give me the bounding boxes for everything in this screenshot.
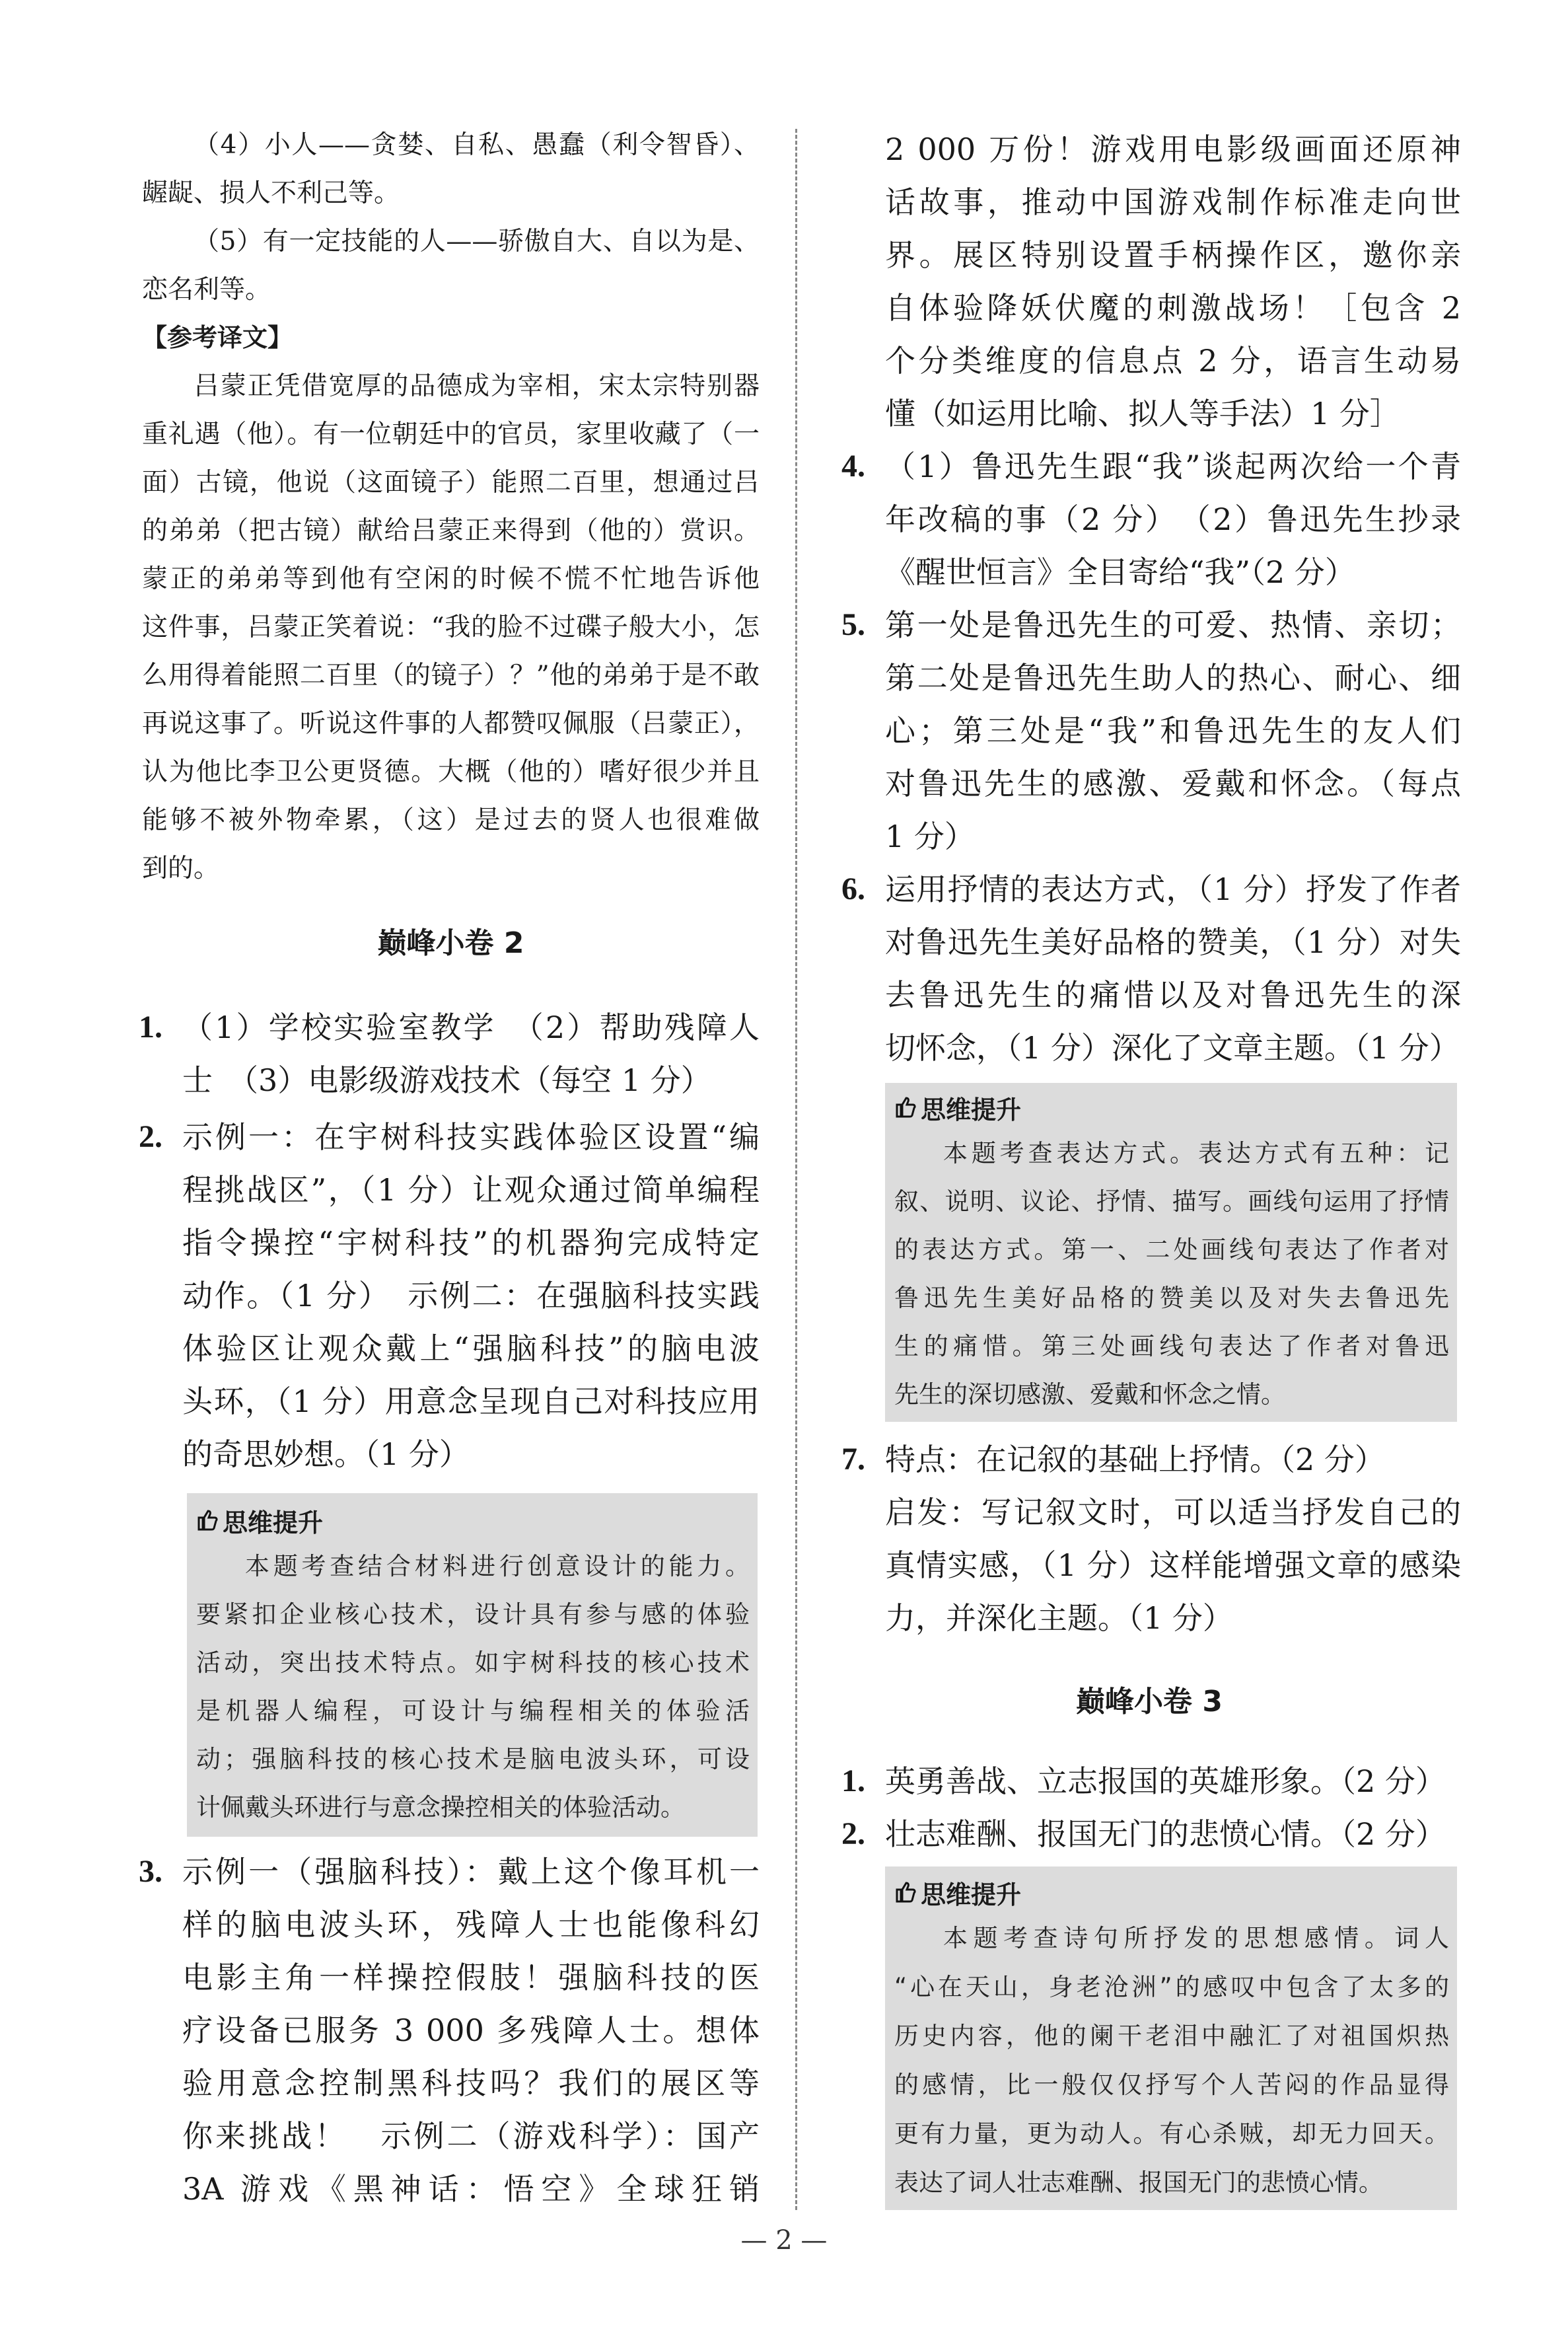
text-line: “心在天山，身老沧洲”的感叹中包含了太多的 (894, 1973, 1449, 2001)
text-line: 心；第三处是“我”和鲁迅先生的友人们 (885, 713, 1461, 749)
text-line: 吕蒙正凭借宽厚的品德成为宰相，宋太宗特别器 (194, 371, 760, 401)
text-line: （1）学校实验室教学 （2）帮助残障人 (182, 1010, 760, 1045)
section-heading-3: 巅峰小卷 3 (1076, 1685, 1223, 1718)
text-line: 面）古镜，他说（这面镜子）能照二百里，想通过吕 (142, 468, 760, 498)
text-line: 程挑战区”，（1 分）让观众通过简单编程 (182, 1172, 760, 1208)
thumbs-up-hand-icon (894, 1880, 917, 1904)
text-line: 对鲁迅先生的感激、爱戴和怀念。（每点 (885, 766, 1461, 801)
thinking-tip-box (885, 1866, 1457, 2210)
text-line: 样的脑电波头环，残障人士也能像科幻 (182, 1907, 760, 1942)
intro-text (142, 121, 760, 893)
text-line: 本题考查诗句所抒发的思想感情。词人 (943, 1924, 1449, 1952)
text-line: 力，并深化主题。（1 分） (885, 1600, 1233, 1636)
item-number: 1. (139, 1010, 162, 1045)
text-line: 3A 游戏《黑神话：悟空》全球狂销 (182, 2171, 760, 2207)
thinking-tip-box (187, 1493, 758, 1837)
text-line: 动；强脑科技的核心技术是脑电波头环，可设 (196, 1745, 750, 1773)
answer-item (139, 1845, 760, 2215)
thumbs-up-hand-icon (196, 1508, 219, 1532)
text-line: （4）小人——贪婪、自私、愚蠢（利令智昏）、 (194, 130, 760, 160)
text-line: 验用意念控制黑科技吗？我们的展区等 (182, 2065, 760, 2101)
text-line: 对鲁迅先生美好品格的赞美，（1 分）对失 (885, 924, 1461, 960)
tip-title-text: 思维提升 (921, 1095, 1022, 1125)
text-line: 头环，（1 分）用意念呈现自己对科技应用 (182, 1384, 760, 1419)
answer-item-2 (139, 1111, 760, 1481)
paragraph (142, 121, 760, 217)
column-divider (795, 129, 797, 2210)
tip-text (196, 1542, 750, 1831)
answer-text (885, 1486, 1461, 1644)
text-line: 再说这事了。听说这件事的人都赞叹佩服（吕蒙正）， (142, 709, 760, 739)
text-line: 示例一：在宇树科技实践体验区设置“编 (182, 1119, 760, 1155)
text-line: 启发：写记叙文时，可以适当抒发自己的 (885, 1495, 1461, 1530)
text-line: 蒙正的弟弟等到他有空闲的时候不慌不忙地告诉他 (142, 564, 760, 594)
answer-text (182, 1845, 760, 2215)
item-number: 1. (841, 1763, 865, 1798)
text-line: 计佩戴头环进行与意念操控相关的体验活动。 (196, 1793, 685, 1822)
text-line: 要紧扣企业核心技术，设计具有参与感的体验 (196, 1600, 750, 1629)
text-line: 懂（如运用比喻、拟人等手法）1 分］ (885, 396, 1400, 431)
text-line: 的表达方式。第一、二处画线句表达了作者对 (894, 1236, 1449, 1264)
text-line: 这件事，吕蒙正笑着说：“我的脸不过碟子般大小，怎 (142, 612, 760, 642)
text-line: 疗设备已服务 3 000 多残障人士。想体 (182, 2012, 760, 2048)
answer-text (885, 1808, 1461, 1861)
item-number: 2. (841, 1816, 865, 1851)
text-line: 年改稿的事（2 分） （2）鲁迅先生抄录 (885, 501, 1461, 537)
text-line: 运用抒情的表达方式，（1 分）抒发了作者 (885, 871, 1461, 907)
item-number: 3. (139, 1854, 162, 1889)
reference-translation-header: 【参考译文】 (142, 323, 293, 352)
text-line: 本题考查结合材料进行创意设计的能力。 (245, 1552, 750, 1580)
answer-item-2 (841, 1808, 1461, 1861)
answer-text (182, 1111, 760, 1481)
answer-text (885, 1755, 1461, 1808)
tip-text (894, 1129, 1449, 1419)
text-line: 叙、说明、议论、抒情、描写。画线句运用了抒情 (894, 1187, 1449, 1216)
answer-item-7 (841, 1433, 1461, 1644)
text-line: 1 分） (885, 819, 975, 854)
text-line: 《醒世恒言》全目寄给“我”（2 分） (885, 554, 1355, 590)
text-line: 个分类维度的信息点 2 分，语言生动易 (885, 343, 1461, 379)
section-heading-2: 巅峰小卷 2 (377, 926, 524, 960)
text-line: 动作。（1 分） 示例二：在强脑科技实践 (182, 1278, 760, 1313)
text-line: 龌龊、损人不利己等。 (142, 178, 400, 208)
text-line: （1）鲁迅先生跟“我”谈起两次给一个青 (885, 449, 1461, 484)
text-line: 你来挑战！ 示例二（游戏科学）：国产 (182, 2118, 760, 2154)
answer-text (885, 599, 1461, 863)
answer-text (885, 863, 1461, 1074)
text-line: 是机器人编程，可设计与编程相关的体验活 (196, 1697, 750, 1725)
tip-title (894, 1086, 1449, 1129)
tip-title-text: 思维提升 (921, 1880, 1022, 1909)
text-line: 生的痛惜。第三处画线句表达了作者对鲁迅 (894, 1332, 1449, 1360)
text-line: 壮志难酬、报国无门的悲愤心情。（2 分） (885, 1816, 1446, 1852)
text-line: 士 （3）电影级游戏技术（每空 1 分） (182, 1062, 711, 1098)
answer-text (885, 1433, 1461, 1486)
text-line: 活动，突出技术特点。如宇树科技的核心技术 (196, 1648, 750, 1677)
translation-paragraph (142, 362, 760, 893)
answer-text (885, 123, 1461, 440)
text-line: 能够不被外物牵累，（这）是过去的贤人也很难做 (142, 805, 760, 835)
text-line: 鲁迅先生美好品格的赞美以及对失去鲁迅先 (894, 1284, 1449, 1312)
text-line: 历史内容，他的阑干老泪中融汇了对祖国炽热 (894, 2022, 1449, 2050)
tip-title (196, 1498, 750, 1542)
text-line: 恋名利等。 (142, 275, 271, 305)
item-number: 4. (841, 449, 865, 484)
page-number: — 2 — (740, 2225, 828, 2256)
answer-item-3-continued (885, 123, 1461, 440)
text-line: 指令操控“宇树科技”的机器狗完成特定 (182, 1225, 760, 1261)
text-line: 英勇善战、立志报国的英雄形象。（2 分） (885, 1763, 1446, 1799)
tip-title (894, 1870, 1449, 1914)
text-line: 么用得着能照二百里（的镜子）？”他的弟弟于是不敢 (142, 661, 760, 690)
answer-item-3 (139, 1845, 760, 2215)
answer-text (182, 1001, 760, 1107)
text-line: 第二处是鲁迅先生助人的热心、耐心、细 (885, 660, 1461, 696)
text-line: 表达了词人壮志难酬、报国无门的悲愤心情。 (894, 2168, 1383, 2197)
answers-1-2 (139, 1001, 760, 1481)
text-line: 电影主角一样操控假肢！强脑科技的医 (182, 1960, 760, 1995)
text-line: 切怀念，（1 分）深化了文章主题。（1 分） (885, 1030, 1460, 1066)
answer-item-1 (841, 1755, 1461, 1808)
text-line: 先生的深切感激、爱戴和怀念之情。 (894, 1380, 1285, 1409)
text-line: 的奇思妙想。（1 分） (182, 1436, 470, 1472)
answer-item-5 (841, 599, 1461, 863)
answer-item (841, 1433, 1461, 1644)
answer-text (885, 440, 1461, 599)
answers-section-3 (841, 1755, 1461, 1861)
answer-item-4 (841, 440, 1461, 599)
text-line: 本题考查表达方式。表达方式有五种：记 (943, 1139, 1449, 1167)
text-line: 体验区让观众戴上“强脑科技”的脑电波 (182, 1331, 760, 1366)
text-line: 去鲁迅先生的痛惜以及对鲁迅先生的深 (885, 977, 1461, 1013)
text-line: 认为他比李卫公更贤德。大概（他的）嗜好很少并且 (142, 757, 760, 787)
text-line: 更有力量，更为动人。有心杀贼，却无力回天。 (894, 2120, 1449, 2148)
text-line: 的弟弟（把古镜）献给吕蒙正来得到（他的）赏识。 (142, 516, 760, 546)
text-line: 到的。 (142, 854, 220, 883)
right-answers (841, 123, 1461, 1074)
text-line: 真情实感，（1 分）这样能增强文章的感染 (885, 1547, 1461, 1583)
item-number: 6. (841, 871, 865, 906)
text-line: 界。展区特别设置手柄操作区，邀你亲 (885, 237, 1461, 273)
text-line: 自体验降妖伏魔的刺激战场！［包含 2 (885, 290, 1461, 326)
text-line: 的感情，比一般仅仅抒写个人苦闷的作品显得 (894, 2071, 1449, 2099)
text-line: 话故事，推动中国游戏制作标准走向世 (885, 184, 1461, 220)
text-line: 第一处是鲁迅先生的可爱、热情、亲切； (885, 607, 1461, 643)
tip-text (894, 1914, 1449, 2207)
text-line: 示例一（强脑科技）：戴上这个像耳机一 (182, 1854, 760, 1890)
item-number: 7. (841, 1442, 865, 1477)
text-line: （5）有一定技能的人——骄傲自大、自以为是、 (194, 227, 760, 256)
answer-item-6 (841, 863, 1461, 1074)
thumbs-up-hand-icon (894, 1095, 917, 1119)
text-line: 2 000 万份！游戏用电影级画面还原神 (885, 131, 1461, 167)
text-line: 重礼遇（他）。有一位朝廷中的官员，家里收藏了（一 (142, 420, 760, 449)
thinking-tip-box (885, 1083, 1457, 1422)
text-line: 特点：在记叙的基础上抒情。（2 分） (885, 1442, 1385, 1477)
paragraph (142, 217, 760, 314)
answer-item-1 (139, 1001, 760, 1107)
item-number: 2. (139, 1119, 162, 1154)
tip-title-text: 思维提升 (223, 1508, 324, 1537)
item-number: 5. (841, 607, 865, 642)
